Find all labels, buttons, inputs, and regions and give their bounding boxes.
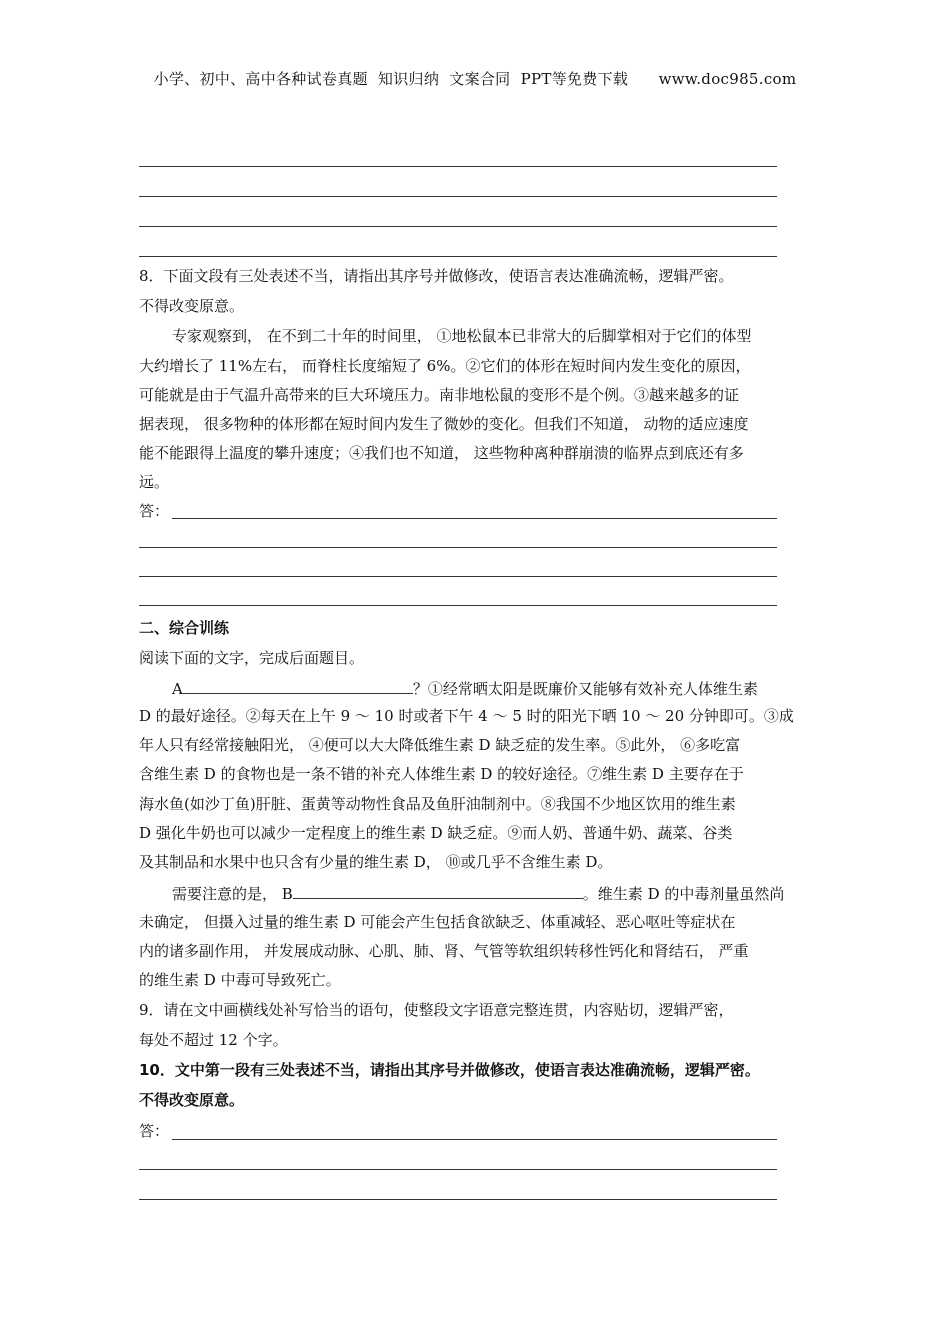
q8-stem-line: 8．下面文段有三处表述不当，请指出其序号并做修改，使语言表达准确流畅，逻辑严密。 (139, 267, 734, 285)
q8-answer-label: 答： (139, 502, 170, 520)
q8-passage-line: 据表现， 很多物种的体形都在短时间内发生了微妙的变化。但我们不知道， 动物的适应速度 (139, 415, 749, 433)
q8-passage-line: 可能就是由于气温升高带来的巨大环境压力。南非地松鼠的变形不是个例。③越来越多的证 (139, 386, 740, 404)
q8-passage-line: 能不能跟得上温度的攀升速度；④我们也不知道， 这些物种离种群崩溃的临界点到底还有多 (139, 444, 744, 462)
answer-line[interactable] (139, 256, 777, 257)
q10-answer-line[interactable] (139, 1169, 777, 1170)
section-heading: 二、综合训练 (139, 619, 230, 637)
blank-a[interactable] (183, 677, 413, 694)
q8-stem-line: 不得改变原意。 (139, 297, 245, 315)
passage2-line: 含维生素 D 的食物也是一条不错的补充人体维生素 D 的较好途径。⑦维生素 D 主要存在于 (139, 765, 744, 783)
blank-b-label: 需要注意的是， B (172, 885, 293, 903)
answer-line[interactable] (139, 226, 777, 227)
passage2-line: 年人只有经常接触阳光， ④便可以大大降低维生素 D 缺乏症的发生率。⑤此外， ⑥多吃富 (139, 736, 741, 754)
q10-stem-line: 10．文中第一段有三处表述不当，请指出其序号并做修改，使语言表达准确流畅，逻辑严密。 (139, 1061, 760, 1079)
q8-passage-line: 专家观察到， 在不到二十年的时间里， ①地松鼠本已非常大的后脚掌相对于它们的体型 (172, 327, 752, 345)
q10-answer-line[interactable] (139, 1199, 777, 1200)
q8-answer-line[interactable] (139, 547, 777, 548)
answer-line[interactable] (139, 196, 777, 197)
passage2-first-rest: ？①经常晒太阳是既廉价又能够有效补充人体维生素 (412, 680, 758, 698)
passage2-line-first (172, 677, 758, 699)
q8-answer-line[interactable] (139, 605, 777, 606)
passage2-line: 的维生素 D 中毒可导致死亡。 (139, 971, 341, 989)
passage2-line: 及其制品和水果中也只含有少量的维生素 D， ⑩或几乎不含维生素 D。 (139, 853, 613, 871)
blank-b[interactable] (293, 882, 583, 899)
passage2-line: 内的诸多副作用， 并发展成动脉、心肌、肺、肾、气管等软组织转移性钙化和肾结石， 严重 (139, 942, 749, 960)
q8-passage-line: 大约增长了 11%左右， 而脊柱长度缩短了 6%。②它们的体形在短时间内发生变化的原因， (139, 357, 751, 375)
passage2-line: D 强化牛奶也可以减少一定程度上的维生素 D 缺乏症。⑨而人奶、普通牛奶、蔬菜、谷类 (139, 824, 733, 842)
q10-answer-line[interactable] (172, 1139, 777, 1140)
q8-answer-line[interactable] (172, 518, 777, 519)
passage2-line: 海水鱼(如沙丁鱼)肝脏、蛋黄等动物性食品及鱼肝油制剂中。⑧我国不少地区饮用的维生素 (139, 795, 736, 813)
q9-stem-line: 每处不超过 12 个字。 (139, 1031, 288, 1049)
passage2-p2-rest: 。维生素 D 的中毒剂量虽然尚 (582, 885, 785, 903)
section-instruction: 阅读下面的文字，完成后面题目。 (139, 649, 365, 667)
passage2-line: 未确定， 但摄入过量的维生素 D 可能会产生包括食欲缺乏、体重减轻、恶心呕吐等症状在 (139, 913, 736, 931)
q8-answer-line[interactable] (139, 576, 777, 577)
passage2-p2-first (172, 882, 784, 904)
blank-a-label: A (172, 680, 183, 698)
q8-passage-line: 远。 (139, 473, 170, 491)
page-header: 小学、初中、高中各种试卷真题 知识归纳 文案合同 PPT等免费下载 www.doc985.com (153, 70, 797, 88)
q10-answer-label: 答： (139, 1122, 170, 1140)
answer-line[interactable] (139, 166, 777, 167)
passage2-line: D 的最好途径。②每天在上午 9 ～ 10 时或者下午 4 ～ 5 时的阳光下晒 10 ～ 20 分钟即可。③成 (139, 707, 794, 725)
q9-stem-line: 9．请在文中画横线处补写恰当的语句，使整段文字语意完整连贯，内容贴切，逻辑严密， (139, 1001, 734, 1019)
q10-stem-line: 不得改变原意。 (139, 1091, 245, 1109)
